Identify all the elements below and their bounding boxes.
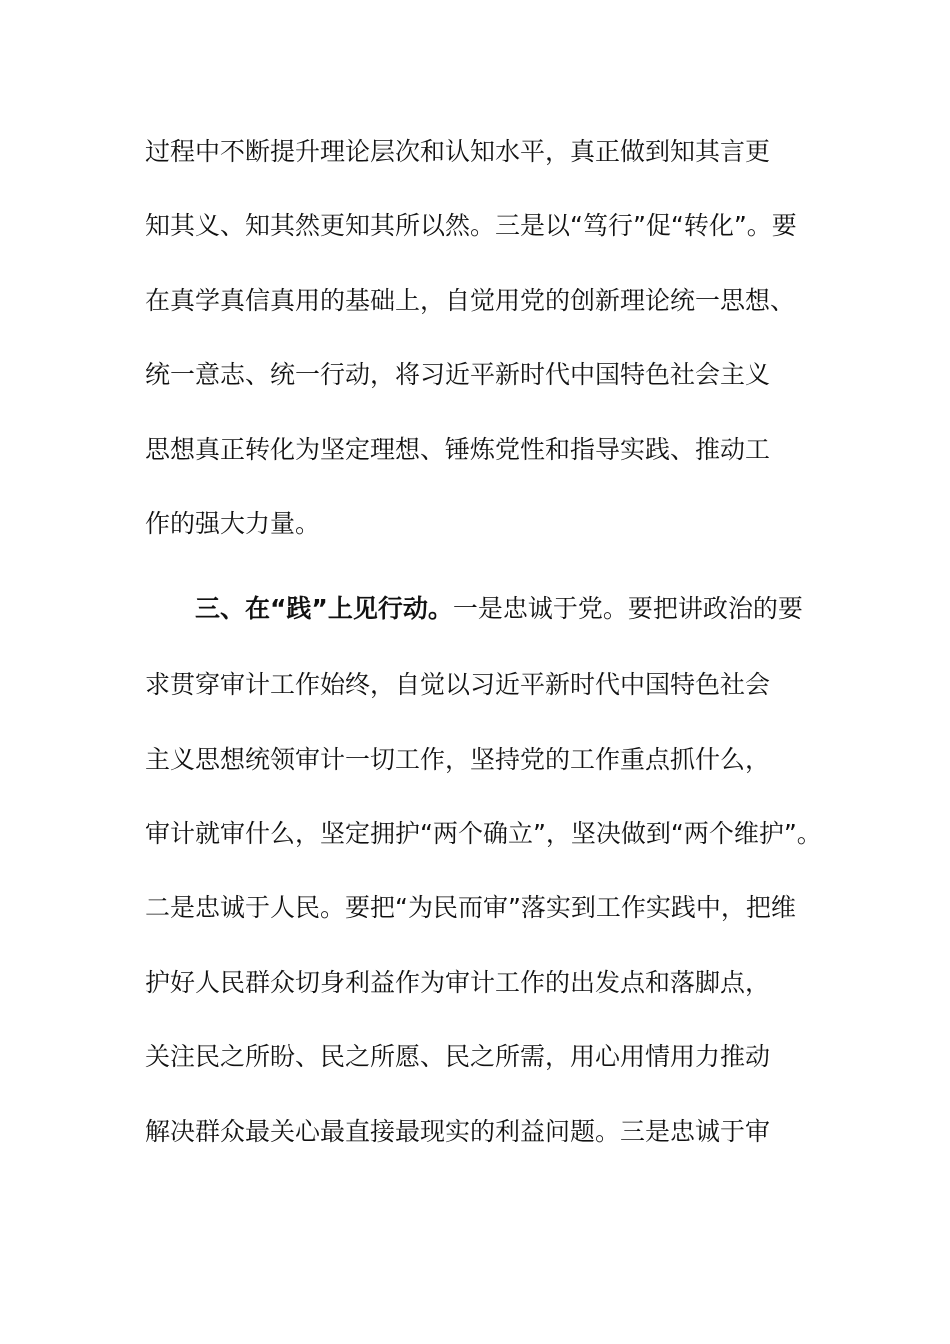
section-heading-rest: 一是忠诚于党。要把讲政治的要	[452, 594, 803, 623]
text-line: 护好人民群众切身利益作为审计工作的出发点和落脚点，	[145, 968, 771, 997]
text-line: 过程中不断提升理论层次和认知水平，真正做到知其言更	[145, 137, 771, 166]
text-line: 统一意志、统一行动，将习近平新时代中国特色社会主义	[145, 360, 771, 389]
text-line: 知其义、知其然更知其所以然。三是以“笃行”促“转化”。要	[145, 211, 797, 240]
text-line: 二是忠诚于人民。要把“为民而审”落实到工作实践中，把维	[145, 893, 796, 922]
text-line: 解决群众最关心最直接最现实的利益问题。三是忠诚于审	[145, 1117, 771, 1146]
text-line: 在真学真信真用的基础上，自觉用党的创新理论统一思想、	[145, 286, 796, 315]
text-line: 作的强大力量。	[145, 509, 321, 538]
text-line: 思想真正转化为坚定理想、锤炼党性和指导实践、推动工	[145, 435, 771, 464]
text-line: 关注民之所盼、民之所愿、民之所需，用心用情用力推动	[145, 1042, 771, 1071]
text-line-first	[195, 594, 803, 624]
text-line: 审计就审什么，坚定拥护“两个确立”，坚决做到“两个维护”。	[145, 819, 822, 848]
text-line: 求贯穿审计工作始终，自觉以习近平新时代中国特色社会	[145, 670, 771, 699]
section-heading: 三、在“践”上见行动。	[195, 594, 453, 623]
text-line: 主义思想统领审计一切工作，坚持党的工作重点抓什么，	[145, 745, 771, 774]
